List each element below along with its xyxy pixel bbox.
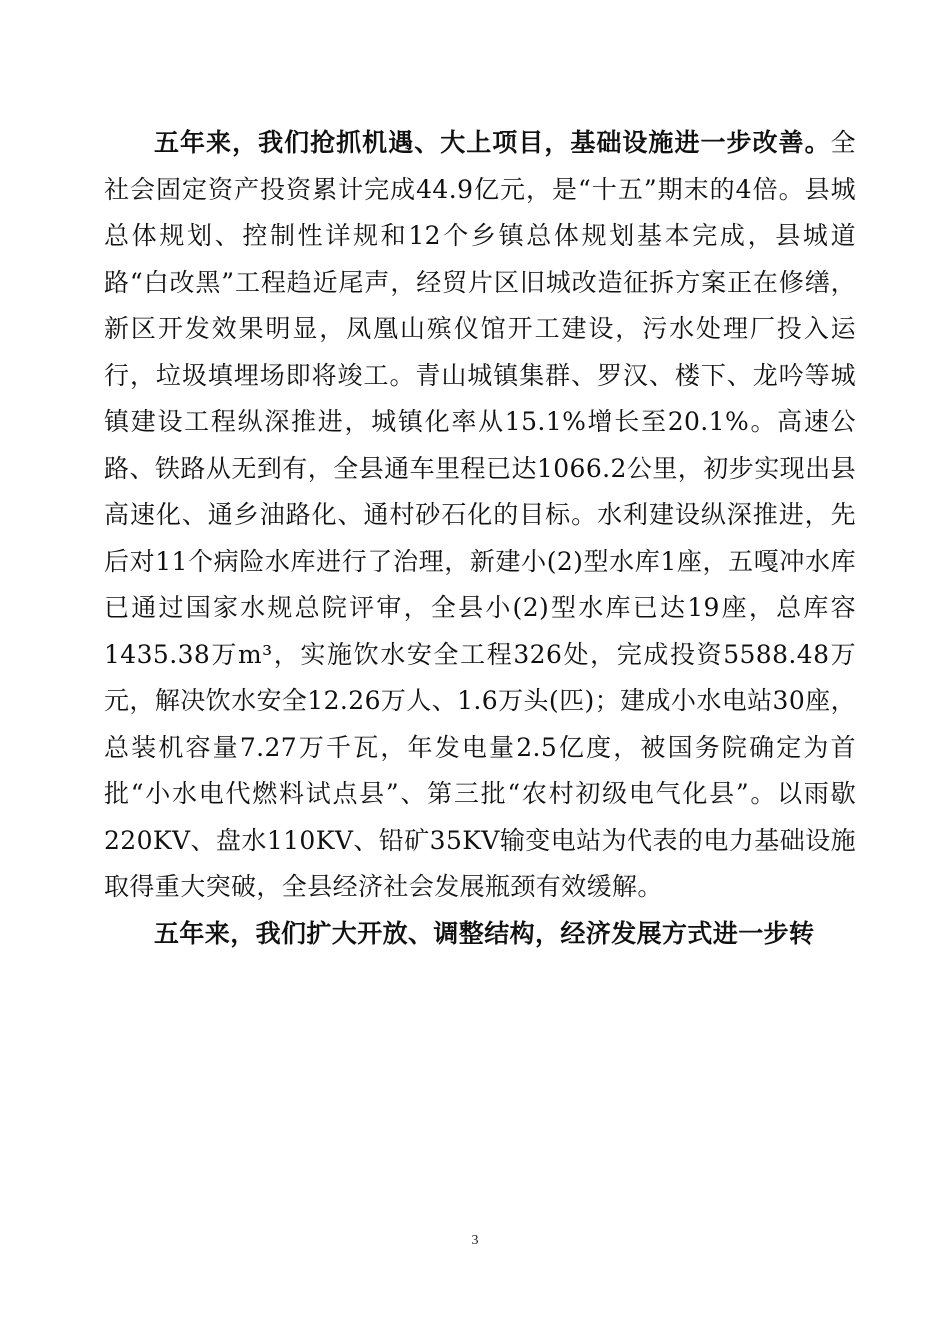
page-body	[104, 120, 856, 957]
paragraph-lead-heading: 五年来，我们扩大开放、调整结构，经济发展方式进一步转	[154, 918, 815, 948]
page-number: 3	[471, 1233, 479, 1248]
paragraph-infrastructure	[104, 120, 856, 911]
paragraph-lead-heading: 五年来，我们抢抓机遇、大上项目，基础设施进一步改善。	[154, 128, 831, 157]
paragraph-body-text: 全社会固定资产投资累计完成44.9亿元，是“十五”期末的4倍。县城总体规划、控制性详规和12个乡镇总体规划基本完成，县城道路“白改黑”工程趋近尾声，经贸片区旧城改造征拆方案正在修缮，新区开发效果明显，凤凰山殡仪馆开工建设，污水处理厂投入运行，垃圾填埋场即将竣工。青山城镇集群、罗汉、楼下、龙吟等城镇建设工程纵深推进，城镇化率从15.1%增长至20.1%。高速公路、铁路从无到有，全县通车里程已达1066.2公里，初步实现出县高速化、通乡油路化、通村砂石化的目标。水利建设纵深推进，先后对11个病险水库进行了治理，新建小(2)型水库1座，五嘎冲水库已通过国家水规总院评审，全县小(2)型水库已达19座，总库容1435.38万m³，实施饮水安全工程326处，完成投资5588.48万元，解决饮水安全12.26万人、1.6万头(匹)；建成小水电站30座，总装机容量7.27万千瓦，年发电量2.5亿度，被国务院确定为首批“小水电代燃料试点县”、第三批“农村初级电气化县”。以雨歇220KV、盘水110KV、铅矿35KV输变电站为代表的电力基础设施取得重大突破，全县经济社会发展瓶颈有效缓解。	[104, 128, 856, 901]
paragraph-opening-up	[104, 911, 856, 958]
